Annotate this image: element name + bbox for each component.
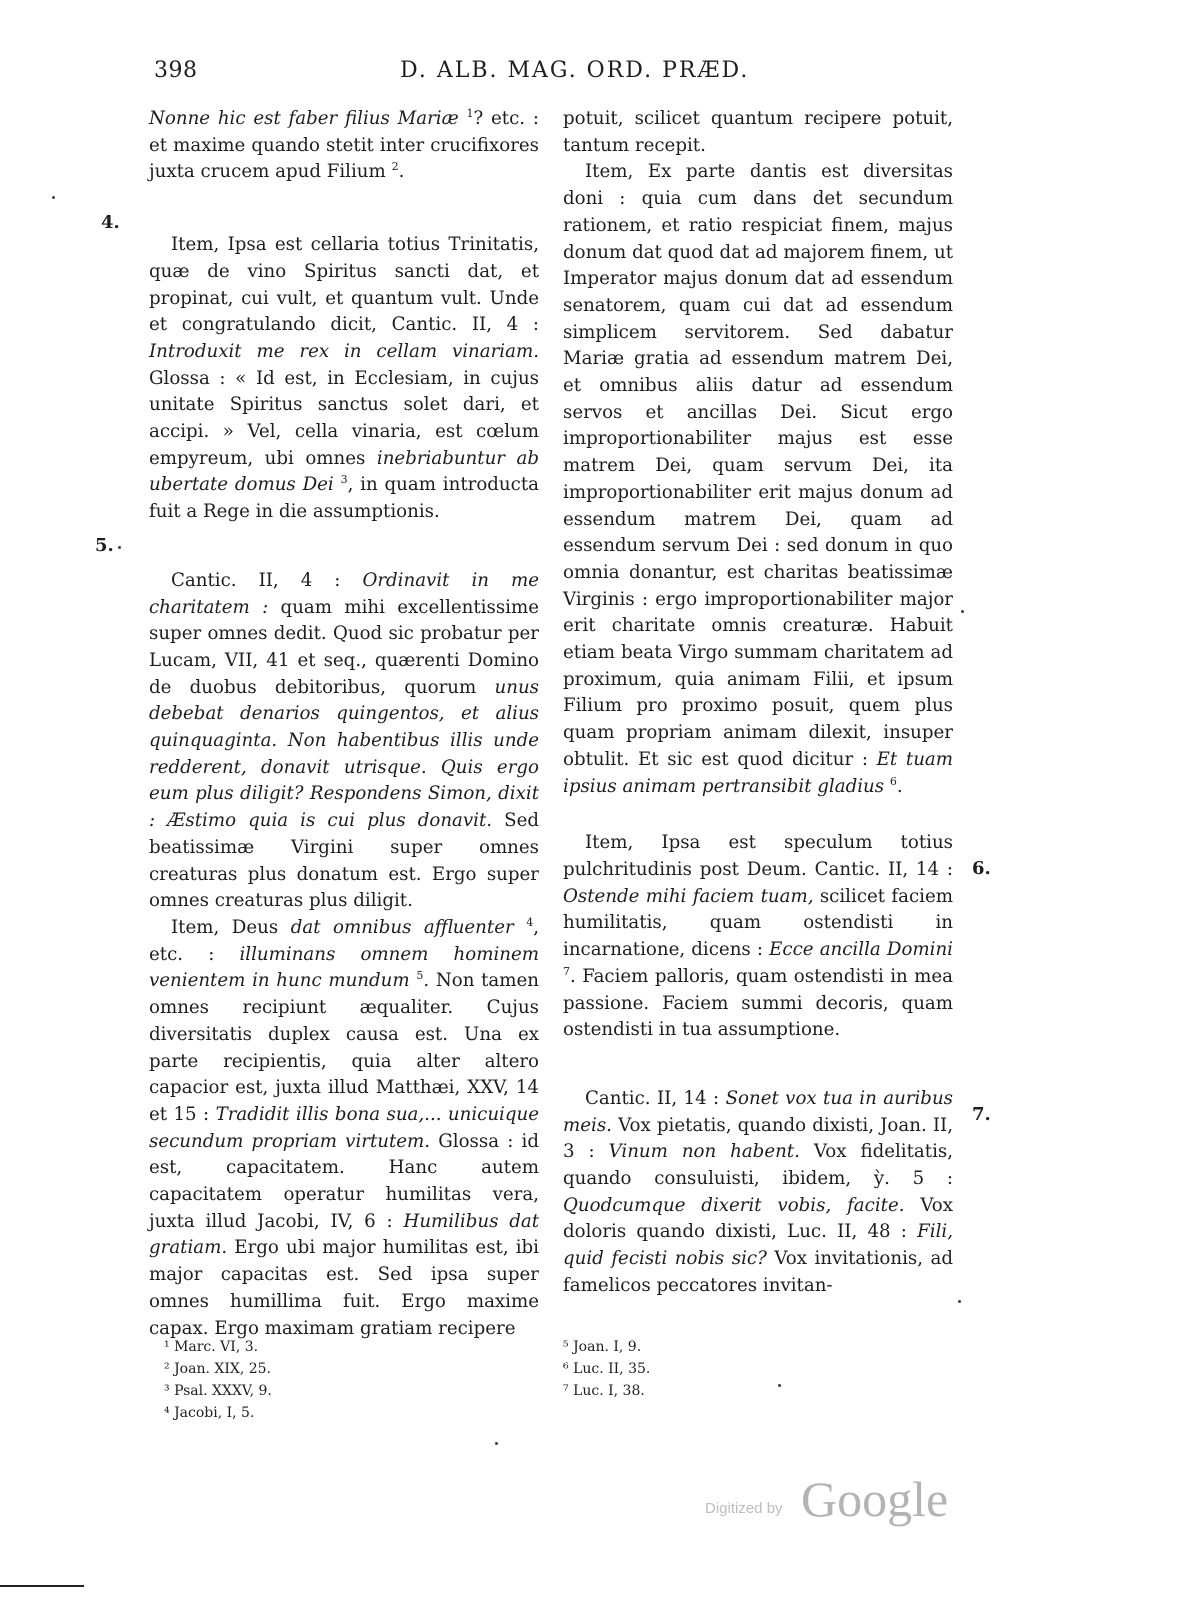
scan-speck xyxy=(958,1300,961,1303)
margin-number: 4. xyxy=(101,212,120,233)
scan-speck xyxy=(778,1384,781,1387)
paragraph: Cantic. II, 14 : Sonet vox tua in auribus meis. Vox pietatis, quando dixisti, Joan. II, 3 : Vinum non habent. Vox fidelitatis, quando consuluisti, ibidem, ỳ. 5 : Quodcumque dixerit vobis, facite. Vox doloris quando dixisti, Luc. II, 48 : Fili, quid fecisti nobis sic? Vox invitationis, ad famelicos peccatores invitan- xyxy=(563,1087,954,1296)
paragraph: Cantic. II, 4 : Ordinavit in me charitatem : quam mihi excellentissime super omnes dedit. Quod sic probatur per Lucam, VII, 41 et seq., quærenti Domino de duobus debitoribus, quorum unus debebat denarios quingentos, et alius quinquaginta. Non habentibus illis unde redderent, donavit utrisque. Quis ergo eum plus diligit? Respondens Simon, dixit : Æstimo quia is cui plus donavit. Sed beatissimæ Virgini super omnes creaturas plus donatum est. Ergo super omnes creaturas plus diligit. xyxy=(149,569,540,912)
footnote: ³ Psal. XXXV, 9. xyxy=(164,1383,272,1399)
digitized-watermark xyxy=(705,1470,949,1530)
footnote: ⁷ Luc. I, 38. xyxy=(563,1383,645,1399)
paragraph: Item, Ex parte dantis est diversitas doni : quia cum dans det secundum rationem, et ratio respiciat finem, majus donum dat quod dat ad majorem finem, ut Imperator majus donum dat ad essendum senatorem, quam cui dat ad essendum simplicem servitorem. Sed dabatur Mariæ gratia ad essendum matrem Dei, et omnibus aliis datur ad essendum servos et ancillas Dei. Sicut ergo improportionabiliter majus est esse matrem Dei, quam servum Dei, ita improportionabiliter erit majus donum ad essendum matrem Dei, quam ad essendum servum Dei : sed donum in quo omnia donantur, est charitas beatissimæ Virginis : ergo improportionabiliter major erit charitate omnis creaturæ. Habuit etiam beata Virgo summam charitatem ad proximum, quia animam Filii, et ipsum Filium pro proximo posuit, quem plus quam propriam animam dilexit, insuper obtulit. Et sic est quod dicitur : Et tuam ipsius animam pertransibit gladius $^6$. xyxy=(563,161,953,797)
paragraph: Item, Ipsa est speculum totius pulchritudinis post Deum. Cantic. II, 14 : Ostende mihi faciem tuam, scilicet faciem humilitatis, quam ostendisti in incarnatione, dicens : Ecce ancilla Domini $^7$. Faciem palloris, quam ostendisti in mea passione. Faciem summi decoris, quam ostendisti in tua assumptione. xyxy=(563,832,953,1041)
scan-speck xyxy=(52,196,55,199)
footnote: ⁶ Luc. II, 35. xyxy=(563,1361,651,1377)
footnotes-left xyxy=(164,1336,272,1424)
paragraph: potuit, scilicet quantum recipere potuit, tantum recepit. xyxy=(563,108,953,156)
scan-speck xyxy=(118,546,121,549)
margin-number: 7. xyxy=(972,1104,991,1125)
paragraph: Item, Ipsa est cellaria totius Trinitatis, quæ de vino Spiritus sancti dat, et propinat, cui vult, et quantum vult. Unde et congratulando dicit, Cantic. II, 4 : Introduxit me rex in cellam vinariam. Glossa : « Id est, in Ecclesiam, in cujus unitate Spiritus sanctus solet dari, et accipi. » Vel, cella vinaria, est cœlum empyreum, ubi omnes inebriabuntur ab ubertate domus Dei $^3$, in quam introducta fuit a Rege in die assumptionis. xyxy=(149,234,539,523)
scan-edge-line xyxy=(0,1585,84,1587)
left-column xyxy=(149,106,539,1342)
footnote: ² Joan. XIX, 25. xyxy=(164,1361,271,1377)
scan-speck xyxy=(495,1442,498,1445)
scan-speck xyxy=(961,610,964,613)
paragraph: Nonne hic est faber filius Mariæ $^1$? etc. : et maxime quando stetit inter crucifixores juxta crucem apud Filium $^2$. xyxy=(149,106,539,183)
page-header xyxy=(150,58,980,92)
margin-number: 6. xyxy=(972,858,991,879)
right-column xyxy=(563,106,953,1300)
running-head: D. ALB. MAG. ORD. PRÆD. xyxy=(400,58,750,83)
page-number: 398 xyxy=(154,58,198,83)
watermark-text: Digitized by xyxy=(705,1500,783,1517)
paragraph: Item, Deus dat omnibus affluenter $^4$, etc. : illuminans omnem hominem venientem in hunc mundum $^5$. Non tamen omnes recipiunt æqualiter. Cujus diversitatis duplex causa est. Una ex parte recipientis, quia alter altero capacior est, juxta illud Matthæi, XXV, 14 et 15 : Tradidit illis bona sua,... unicuique secundum propriam virtutem. Glossa : id est, capacitatem. Hanc autem capacitatem operatur humilitas vera, juxta illud Jacobi, IV, 6 : Humilibus dat gratiam. Ergo ubi major humilitas est, ibi major capacitas est. Sed ipsa super omnes humillima fuit. Ergo maxime capax. Ergo maximam gratiam recipere xyxy=(149,915,539,1339)
footnotes-right xyxy=(563,1336,650,1402)
margin-number: 5. xyxy=(95,535,114,556)
footnote: ⁵ Joan. I, 9. xyxy=(563,1339,642,1355)
footnote: ¹ Marc. VI, 3. xyxy=(164,1339,259,1355)
footnote: ⁴ Jacobi, I, 5. xyxy=(164,1405,255,1421)
google-logo: Google xyxy=(801,1471,949,1527)
